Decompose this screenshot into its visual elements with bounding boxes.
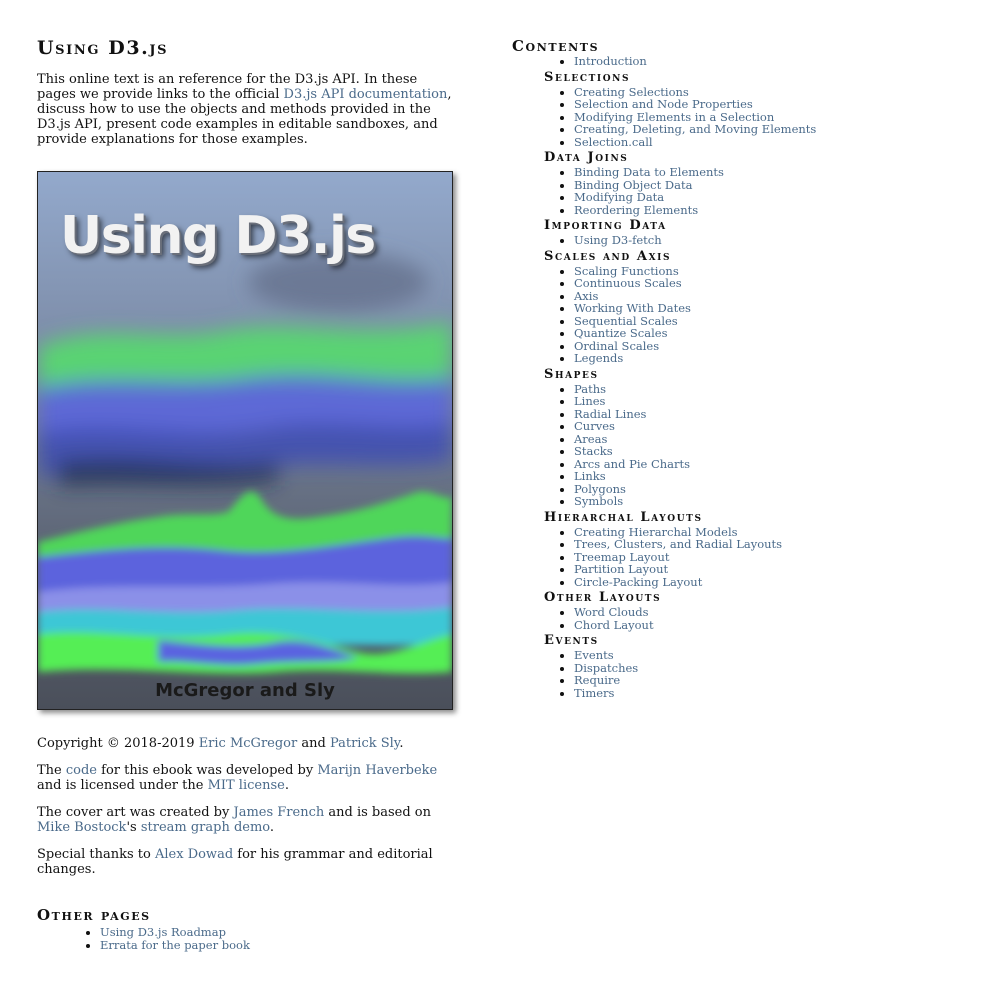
toc-link[interactable]: Ordinal Scales	[574, 338, 660, 353]
toc-list	[544, 166, 972, 216]
toc-link[interactable]: Radial Lines	[574, 406, 647, 421]
list-item	[574, 420, 972, 433]
toc-link[interactable]: Selection and Node Properties	[574, 97, 753, 111]
toc-link[interactable]: Areas	[574, 431, 608, 446]
toc-list	[544, 383, 972, 508]
credit-text: Special thanks to	[37, 847, 155, 862]
list-item	[574, 495, 972, 508]
toc-group	[544, 70, 972, 149]
list-item	[574, 674, 972, 687]
toc-list	[544, 234, 972, 247]
toc-link[interactable]: Creating Hierarchal Models	[574, 524, 738, 539]
toc-link[interactable]: Links	[574, 469, 606, 483]
toc-link[interactable]: Working With Dates	[574, 301, 691, 315]
toc-link[interactable]: Curves	[574, 419, 615, 433]
toc-link[interactable]: Circle-Packing Layout	[574, 574, 703, 589]
mike-bostock-link[interactable]: Mike Bostock	[37, 820, 127, 835]
toc-group	[544, 367, 972, 508]
other-pages-list	[37, 926, 457, 951]
toc-group	[544, 633, 972, 699]
toc-link[interactable]: Arcs and Pie Charts	[574, 456, 691, 471]
toc-link[interactable]: Reordering Elements	[574, 202, 699, 217]
list-item	[574, 234, 972, 247]
toc-list	[544, 606, 972, 631]
toc-link[interactable]: Scaling Functions	[574, 263, 679, 278]
author-link-patrick[interactable]: Patrick Sly	[329, 736, 400, 751]
james-french-link[interactable]: James French	[233, 805, 325, 820]
toc-group	[544, 150, 972, 216]
credit-text: The	[37, 763, 66, 778]
toc-link[interactable]: Stacks	[574, 444, 613, 458]
toc-link[interactable]: Partition Layout	[574, 562, 669, 576]
list-item	[574, 576, 972, 589]
toc-link[interactable]: Selection.call	[574, 134, 653, 149]
marijn-link[interactable]: Marijn Haverbeke	[317, 763, 438, 778]
toc-link[interactable]: Trees, Clusters, and Radial Layouts	[574, 537, 783, 551]
toc-section-heading: Data Joins	[544, 150, 629, 165]
toc-link[interactable]: Binding Object Data	[574, 177, 693, 192]
toc-section-heading: Hierarchal Layouts	[544, 509, 703, 525]
credit-text: for this ebook was developed by	[97, 763, 318, 778]
list-item	[574, 277, 972, 290]
main-column	[37, 38, 457, 951]
thanks-line	[37, 847, 457, 877]
toc-group	[544, 510, 972, 589]
toc-link[interactable]: Chord Layout	[574, 617, 654, 632]
toc-link[interactable]: Creating Selections	[574, 84, 689, 99]
mit-license-link[interactable]: MIT license	[207, 778, 285, 793]
page-title: Using D3.js	[37, 37, 169, 59]
toc-link[interactable]: Using D3-fetch	[574, 233, 662, 247]
toc-link[interactable]: Sequential Scales	[574, 313, 678, 328]
credit-text: The cover art was created by	[37, 805, 234, 820]
other-pages-heading: Other pages	[37, 906, 151, 924]
toc-section-heading: Events	[544, 633, 599, 648]
toc-link[interactable]: Timers	[574, 685, 615, 700]
toc-link[interactable]: Word Clouds	[574, 605, 649, 619]
cover-title: Using D3.js	[60, 206, 375, 266]
toc-section-heading: Shapes	[544, 366, 599, 382]
toc-group	[544, 218, 972, 247]
toc-section-heading: Scales and Axis	[544, 248, 672, 264]
copyright-text: and	[297, 736, 330, 751]
intro-list	[512, 55, 972, 68]
toc-list	[544, 265, 972, 365]
code-link[interactable]: code	[65, 763, 97, 778]
credit-text: .	[284, 778, 289, 793]
credit-text: 's	[126, 820, 141, 835]
credit-text: for his grammar and editorial changes.	[37, 847, 433, 877]
toc-link[interactable]: Require	[574, 673, 621, 687]
list-item	[574, 433, 972, 446]
cover-authors: McGregor and Sly	[155, 680, 335, 701]
d3-api-docs-link[interactable]: D3.js API documentation	[283, 87, 448, 102]
toc-section-heading: Selections	[544, 69, 631, 85]
toc-section-heading: Other Layouts	[544, 590, 662, 605]
copyright-line	[37, 736, 457, 751]
list-item	[574, 458, 972, 471]
intro-text: This online text is an reference for the D3.js API. In these pages we provide links to the official	[37, 72, 418, 102]
toc-section-heading: Importing Data	[544, 218, 667, 233]
toc-link[interactable]: Continuous Scales	[574, 276, 682, 290]
credits	[37, 736, 457, 877]
list-item	[100, 939, 457, 952]
toc-link[interactable]: Legends	[574, 351, 624, 365]
list-item	[574, 383, 972, 396]
list-item	[574, 662, 972, 675]
toc-link-introduction[interactable]: Introduction	[574, 54, 647, 68]
toc-link[interactable]: Events	[574, 648, 614, 662]
toc-link[interactable]: Modifying Elements in a Selection	[574, 109, 775, 124]
toc-link[interactable]: Lines	[574, 394, 606, 408]
code-credit	[37, 763, 457, 793]
errata-link[interactable]: Errata for the paper book	[100, 937, 250, 952]
toc-link[interactable]: Symbols	[574, 494, 624, 508]
roadmap-link[interactable]: Using D3.js Roadmap	[100, 925, 226, 939]
toc-link[interactable]: Modifying Data	[574, 190, 665, 204]
stream-graph-demo-link[interactable]: stream graph demo	[140, 820, 270, 835]
toc-link[interactable]: Quantize Scales	[574, 326, 668, 340]
credit-text: .	[269, 820, 275, 835]
toc-list	[544, 526, 972, 589]
list-item	[574, 55, 972, 68]
toc-link[interactable]: Paths	[574, 381, 607, 396]
list-item	[574, 340, 972, 353]
credit-text: and is licensed under the	[37, 778, 208, 793]
toc-link[interactable]: Binding Data to Elements	[574, 165, 724, 179]
intro-paragraph	[37, 72, 457, 147]
toc-list	[544, 86, 972, 149]
list-item	[574, 408, 972, 421]
credit-text: and is based on	[324, 805, 431, 820]
alex-dowad-link[interactable]: Alex Dowad	[154, 847, 234, 862]
toc-link[interactable]: Treemap Layout	[574, 549, 670, 564]
toc-link[interactable]: Axis	[574, 288, 599, 303]
toc-group	[544, 590, 972, 631]
contents-column	[512, 38, 972, 699]
intro-text-cont: , discuss how to use the objects and methods provided in the D3.js API, present code examples in editable sandboxes, and provide explanations for those examples.	[37, 87, 452, 147]
toc-group	[544, 249, 972, 365]
cover-credit	[37, 805, 457, 835]
list-item	[574, 687, 972, 700]
toc-link[interactable]: Polygons	[574, 481, 626, 496]
author-link-eric[interactable]: Eric McGregor	[198, 736, 298, 751]
book-cover	[37, 171, 453, 710]
list-item	[574, 352, 972, 365]
list-item	[574, 204, 972, 217]
list-item	[574, 470, 972, 483]
contents-heading: Contents	[512, 37, 600, 55]
toc-list	[544, 649, 972, 699]
copyright-text: Copyright © 2018-2019	[37, 736, 199, 751]
copyright-text: .	[399, 736, 404, 751]
list-item	[574, 483, 972, 496]
list-item	[574, 136, 972, 149]
list-item	[574, 619, 972, 632]
toc-link[interactable]: Dispatches	[574, 660, 639, 675]
toc-link[interactable]: Creating, Deleting, and Moving Elements	[574, 122, 817, 136]
